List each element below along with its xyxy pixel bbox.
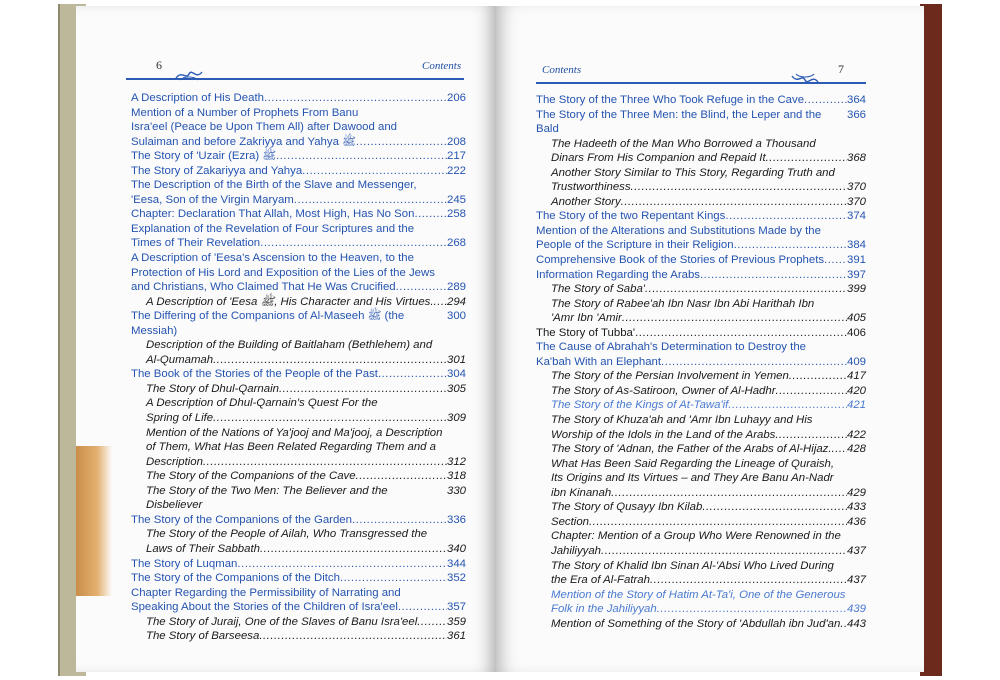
toc-entry-page: 370: [846, 195, 866, 208]
toc-entry-title: Comprehensive Book of the Stories of Previous Prophets: [536, 254, 825, 267]
toc-entry-page: 208: [446, 135, 466, 148]
toc-entry-title: Another Story: [551, 195, 621, 208]
toc-entry-page: 417: [846, 370, 866, 383]
toc-entry-title: The Story of Barseesa: [146, 630, 260, 643]
dot-leader: [276, 149, 447, 164]
toc-entry-title: Explanation of the Revelation of Four Scriptures and the: [131, 222, 415, 235]
toc-entry-page: 294: [446, 295, 466, 308]
dot-leader: [611, 486, 847, 501]
toc-entry-title: The Story of Khalid Ibn Sinan Al-'Absi Who Lived During: [551, 559, 834, 572]
toc-entry-title: Chapter Regarding the Permissibility of Narrating and: [131, 586, 401, 599]
toc-entry-page: 437: [846, 574, 866, 587]
toc-entry: [131, 91, 466, 106]
toc-entry: [536, 297, 866, 326]
right-toc-list: [536, 93, 866, 631]
toc-entry-title: and Christians, Who Claimed That He Was Crucified: [131, 281, 396, 294]
toc-entry-title: Information Regarding the Arabs: [536, 268, 700, 281]
toc-entry-title: The Story of the Companions of the Cave: [146, 470, 356, 483]
toc-entry-page: 359: [446, 615, 466, 628]
toc-entry-title: The Story of the Three Men: the Blind, the Leper and the Bald: [536, 108, 822, 136]
dot-leader: [237, 557, 447, 572]
toc-entry-title: The Description of the Birth of the Slave and Messenger,: [131, 179, 417, 192]
toc-entry: [536, 209, 866, 224]
dot-leader: [259, 629, 447, 644]
toc-entry-title: Section: [551, 515, 589, 528]
toc-entry: [536, 398, 866, 413]
toc-entry-title: the Era of Al-Fatrah: [551, 574, 650, 587]
toc-entry-page: 406: [846, 326, 866, 339]
toc-entry-page: 420: [846, 384, 866, 397]
toc-entry-page: 439: [846, 603, 866, 616]
toc-entry-page: 258: [446, 208, 466, 221]
toc-entry-page: 217: [446, 150, 466, 163]
dot-leader: [352, 513, 447, 528]
toc-entry-title: The Story of Luqman: [131, 557, 238, 570]
toc-entry: [536, 195, 866, 210]
toc-entry-title: Mention of the Alterations and Substitutions Made by the: [536, 224, 821, 237]
toc-entry: [536, 166, 866, 195]
dot-leader: [840, 617, 847, 632]
dot-leader: [601, 544, 847, 559]
dot-leader: [700, 268, 847, 283]
dot-leader: [631, 180, 847, 195]
dot-leader: [264, 91, 447, 106]
toc-entry-title: The Story of Rabee'ah Ibn Nasr Ibn Abi Harithah Ibn: [551, 297, 815, 310]
toc-entry-title: Chapter: Mention of a Group Who Were Renowned in the: [551, 530, 841, 543]
toc-entry: [131, 338, 466, 367]
dot-leader: [414, 207, 447, 222]
toc-entry-title: The Story of the Two Men: The Believer and the Disbeliever: [146, 484, 388, 512]
toc-entry: [131, 295, 466, 310]
toc-entry-title: Protection of His Lord and Exposition of the Lies of the Jews: [131, 266, 435, 279]
dot-leader: [213, 411, 447, 426]
toc-entry-page: 422: [846, 428, 866, 441]
toc-entry-title: Jahiliyyah: [551, 544, 602, 557]
dot-leader: [776, 384, 847, 399]
toc-entry-page: 357: [446, 601, 466, 614]
dot-leader: [356, 469, 447, 484]
toc-entry-title: 'Eesa, Son of the Virgin Maryam: [131, 193, 294, 206]
toc-entry-page: 245: [446, 193, 466, 206]
toc-entry-title: The Story of 'Adnan, the Father of the Arabs of Al-Hijaz.: [551, 443, 832, 456]
toc-entry-title: Mention of Something of the Story of 'Abdullah ibn Jud'an: [551, 617, 841, 630]
toc-entry: [131, 615, 466, 630]
toc-entry: [131, 178, 466, 207]
toc-entry-page: 361: [446, 630, 466, 643]
toc-entry-title: The Hadeeth of the Man Who Borrowed a Thousand: [551, 137, 816, 150]
toc-entry-title: Dinars From His Companion and Repaid It: [551, 152, 766, 165]
toc-entry: [131, 309, 466, 338]
toc-entry-page: 437: [846, 544, 866, 557]
toc-entry: [536, 253, 866, 268]
left-page: [76, 6, 496, 672]
toc-entry: [131, 426, 466, 470]
dot-leader: [734, 238, 847, 253]
toc-entry: [131, 106, 466, 150]
right-header-rule: [536, 82, 866, 84]
toc-entry: [131, 251, 466, 295]
toc-entry-page: 268: [446, 237, 466, 250]
dot-leader: [621, 195, 847, 210]
right-page: [496, 6, 924, 672]
toc-entry: [536, 369, 866, 384]
dot-leader: [804, 93, 847, 108]
toc-entry-page: 421: [846, 399, 866, 412]
toc-entry-title: The Story of the Companions of the Garden: [131, 513, 352, 526]
toc-entry-page: 206: [446, 92, 466, 104]
toc-entry: [131, 396, 466, 425]
toc-entry-title: The Cause of Abrahah's Determination to Destroy the: [536, 341, 806, 354]
toc-entry-title: ibn Kinanah: [551, 486, 612, 499]
dot-leader: [622, 311, 847, 326]
photo-bleed-through: [76, 446, 112, 596]
toc-entry-title: Mention of the Story of Hatim At-Ta'i, One of the Generous: [551, 588, 846, 601]
toc-entry-title: The Story of the two Repentant Kings: [536, 210, 726, 223]
dot-leader: [378, 367, 447, 382]
toc-entry-page: 344: [446, 557, 466, 570]
toc-entry: [536, 137, 866, 166]
toc-entry-title: The Story of Qusayy Ibn Kilab: [551, 501, 703, 514]
dot-leader: [203, 455, 447, 470]
toc-entry: [131, 586, 466, 615]
toc-entry-title: Trustworthiness: [551, 181, 631, 194]
dot-leader: [789, 369, 847, 384]
toc-entry-title: Speaking About the Stories of the Children of Isra'eel: [131, 601, 398, 614]
toc-entry-page: 312: [446, 455, 466, 468]
toc-entry-page: 305: [446, 382, 466, 395]
toc-entry-title: The Story of As-Satiroon, Owner of Al-Hadhr: [551, 384, 776, 397]
toc-entry: [131, 557, 466, 572]
toc-entry: [131, 469, 466, 484]
toc-entry-title: Description: [146, 455, 203, 468]
toc-entry-title: Laws of Their Sabbath: [146, 542, 260, 555]
toc-entry-page: 289: [446, 281, 466, 294]
toc-entry: [536, 413, 866, 442]
toc-entry: [131, 629, 466, 644]
toc-entry-page: 366: [846, 108, 866, 121]
toc-entry: [536, 529, 866, 558]
dot-leader: [417, 615, 447, 630]
toc-entry: [536, 340, 866, 369]
toc-entry-page: 428: [846, 443, 866, 456]
toc-entry: [131, 149, 466, 164]
toc-entry-title: What Has Been Said Regarding the Lineage of Quraish,: [551, 457, 835, 470]
toc-entry-page: 352: [446, 572, 466, 585]
toc-entry-page: 384: [846, 239, 866, 252]
toc-entry-title: Mention of a Number of Prophets From Banu: [131, 106, 359, 119]
toc-entry-title: The Story of the Kings of At-Tawa'if: [551, 399, 729, 412]
toc-entry-page: 399: [846, 283, 866, 296]
toc-entry-page: 222: [446, 164, 466, 177]
dot-leader: [340, 571, 447, 586]
right-page-number: 7: [838, 62, 844, 76]
right-running-head: Contents: [542, 64, 582, 76]
toc-entry-title: A Description of 'Eesa ﷺ, His Character and His Virtues.: [146, 295, 434, 308]
toc-entry: [131, 513, 466, 528]
toc-entry: [536, 224, 866, 253]
toc-entry: [131, 571, 466, 586]
toc-entry: [131, 484, 466, 513]
toc-entry-title: The Story of Zakariyya and Yahya: [131, 164, 303, 177]
toc-entry: [131, 382, 466, 397]
dot-leader: [356, 135, 447, 150]
toc-entry: [536, 559, 866, 588]
toc-entry: [536, 457, 866, 501]
toc-entry: [536, 93, 866, 108]
dot-leader: [766, 151, 847, 166]
toc-entry-title: The Story of Saba': [551, 283, 645, 296]
toc-entry-page: 429: [846, 486, 866, 499]
toc-entry-title: Folk in the Jahiliyyah: [551, 603, 657, 616]
toc-entry-title: Worship of the Idols in the Land of the Arabs: [551, 428, 776, 441]
toc-entry-page: 340: [446, 542, 466, 555]
toc-entry-page: 368: [846, 152, 866, 165]
dot-leader: [294, 193, 447, 208]
dot-leader: [260, 236, 447, 251]
toc-entry: [536, 384, 866, 399]
dot-leader: [702, 500, 847, 515]
toc-entry: [131, 222, 466, 251]
toc-entry-title: The Story of Khuza'ah and 'Amr Ibn Luhayy and His: [551, 414, 813, 427]
toc-entry-page: 318: [446, 470, 466, 483]
toc-entry: [131, 527, 466, 556]
toc-entry-title: Times of Their Revelation: [131, 237, 261, 250]
toc-entry: [536, 268, 866, 283]
dot-leader: [661, 355, 847, 370]
toc-entry: [131, 207, 466, 222]
toc-entry-title: The Story of Tubba': [536, 326, 636, 339]
toc-entry-page: 364: [846, 94, 866, 106]
toc-entry-page: 397: [846, 268, 866, 281]
toc-entry: [536, 108, 866, 137]
toc-entry-title: A Description of 'Eesa's Ascension to the Heaven, to the: [131, 252, 414, 265]
toc-entry: [536, 282, 866, 297]
toc-entry-title: Another Story Similar to This Story, Regarding Truth and: [551, 166, 835, 179]
left-page-number: 6: [156, 58, 162, 72]
dot-leader: [645, 282, 847, 297]
left-toc-list: [131, 91, 466, 644]
dot-leader: [775, 428, 847, 443]
toc-entry-title: The Story of Dhul-Qarnain: [146, 382, 279, 395]
toc-entry-page: 391: [846, 254, 866, 267]
toc-entry-title: Its Origins and Its Virtues – and They Are Banu An-Nadr: [551, 472, 834, 485]
toc-entry: [131, 164, 466, 179]
toc-entry-title: The Story of Juraij, One of the Slaves of Banu Isra'eel: [146, 615, 418, 628]
toc-entry-title: Chapter: Declaration That Allah, Most High, Has No Son: [131, 208, 415, 221]
dot-leader: [824, 253, 847, 268]
dot-leader: [396, 280, 447, 295]
toc-entry-title: The Story of the Three Who Took Refuge in the Cave: [536, 94, 805, 106]
left-running-head: Contents: [422, 60, 462, 72]
toc-entry: [536, 515, 866, 530]
toc-entry-page: 336: [446, 513, 466, 526]
toc-entry-title: A Description of His Death: [131, 92, 264, 104]
dot-leader: [650, 573, 847, 588]
toc-entry: [536, 442, 866, 457]
toc-entry-page: 405: [846, 312, 866, 325]
toc-entry-page: 374: [846, 210, 866, 223]
toc-entry-page: 433: [846, 501, 866, 514]
toc-entry-page: 300: [446, 310, 466, 323]
toc-entry-page: 443: [846, 617, 866, 630]
toc-entry: [536, 588, 866, 617]
toc-entry-page: 309: [446, 412, 466, 425]
toc-entry-title: Spring of Life: [146, 412, 214, 425]
dot-leader: [589, 515, 847, 530]
toc-entry-title: The Story of the Companions of the Ditch: [131, 572, 340, 585]
toc-entry-title: Al-Qumamah: [146, 353, 214, 366]
dot-leader: [725, 209, 847, 224]
toc-entry-title: Sulaiman and before Zakriyya and Yahya ﷺ: [131, 135, 356, 148]
toc-entry-title: of Them, What Has Been Related Regarding Them and a: [146, 441, 436, 454]
dot-leader: [832, 442, 847, 457]
toc-entry-title: 'Amr Ibn 'Amir: [551, 312, 622, 325]
toc-entry-page: 304: [446, 368, 466, 381]
dot-leader: [279, 382, 447, 397]
dot-leader: [398, 600, 447, 615]
toc-entry-title: The Story of the Persian Involvement in Yemen: [551, 370, 789, 383]
toc-entry-title: Mention of the Nations of Ya'jooj and Ma'jooj, a Description: [146, 426, 443, 439]
dot-leader: [213, 353, 447, 368]
toc-entry-page: 436: [846, 515, 866, 528]
dot-leader: [434, 295, 447, 310]
dot-leader: [728, 398, 847, 413]
toc-entry-title: Description of the Building of Baitlaham (Bethlehem) and: [146, 339, 433, 352]
toc-entry-title: People of the Scripture in their Religion: [536, 239, 734, 252]
toc-entry: [536, 500, 866, 515]
toc-entry-title: The Book of the Stories of the People of the Past: [131, 368, 378, 381]
dot-leader: [260, 542, 447, 557]
toc-entry: [536, 326, 866, 341]
toc-entry-title: A Description of Dhul-Qarnain's Quest For the: [146, 397, 378, 410]
toc-entry-page: 330: [446, 484, 466, 497]
toc-entry-page: 409: [846, 355, 866, 368]
toc-entry-title: Ka'bah With an Elephant: [536, 355, 662, 368]
toc-entry-title: The Story of 'Uzair (Ezra) ﷺ: [131, 150, 277, 163]
toc-entry: [131, 367, 466, 382]
left-header-rule: [126, 78, 464, 80]
dot-leader: [302, 164, 447, 179]
dot-leader: [635, 326, 847, 341]
toc-entry: [536, 617, 866, 632]
dot-leader: [657, 602, 847, 617]
toc-entry-page: 370: [846, 181, 866, 194]
toc-entry-title: The Story of the People of Ailah, Who Transgressed the: [146, 528, 428, 541]
toc-entry-title: The Differing of the Companions of Al-Maseeh ﷺ (the Messiah): [131, 310, 405, 337]
toc-entry-page: 301: [446, 353, 466, 366]
toc-entry-title: Isra'eel (Peace be Upon Them All) after Dawood and: [131, 121, 397, 134]
